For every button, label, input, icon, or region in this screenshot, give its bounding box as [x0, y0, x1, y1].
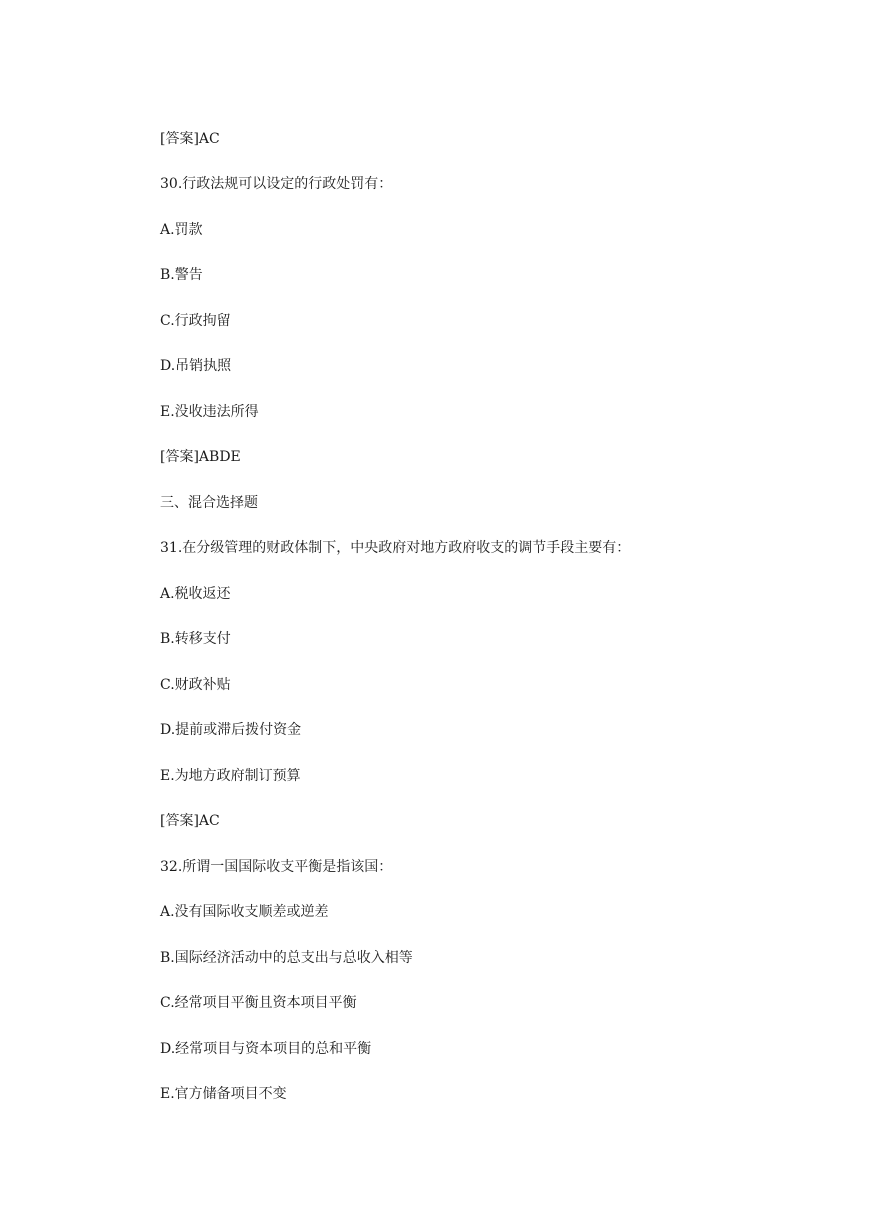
section-heading: 三、混合选择题: [160, 495, 258, 511]
answer-30: [答案]ABDE: [160, 449, 241, 465]
q30-option-e: E.没收违法所得: [160, 404, 259, 420]
q31-option-e: E.为地方政府制订预算: [160, 768, 301, 784]
q31-option-a: A.税收返还: [160, 586, 231, 602]
q31-option-b: B.转移支付: [160, 631, 231, 647]
q30-option-c: C.行政拘留: [160, 313, 231, 329]
q32-option-d: D.经常项目与资本项目的总和平衡: [160, 1041, 372, 1057]
answer-29: [答案]AC: [160, 131, 220, 147]
q32-option-e: E.官方储备项目不变: [160, 1086, 287, 1102]
q30-option-d: D.吊销执照: [160, 358, 232, 374]
q30-option-b: B.警告: [160, 267, 203, 283]
q32-option-b: B.国际经济活动中的总支出与总收入相等: [160, 950, 413, 966]
q32-option-c: C.经常项目平衡且资本项目平衡: [160, 995, 357, 1011]
q30-option-a: A.罚款: [160, 222, 203, 238]
question-30: 30.行政法规可以设定的行政处罚有：: [160, 176, 393, 192]
q31-option-d: D.提前或滞后拨付资金: [160, 722, 302, 738]
question-31: 31.在分级管理的财政体制下，中央政府对地方政府收支的调节手段主要有：: [160, 540, 631, 556]
q32-option-a: A.没有国际收支顺差或逆差: [160, 904, 329, 920]
question-32: 32.所谓一国国际收支平衡是指该国：: [160, 859, 393, 875]
q31-option-c: C.财政补贴: [160, 677, 231, 693]
answer-31: [答案]AC: [160, 813, 220, 829]
